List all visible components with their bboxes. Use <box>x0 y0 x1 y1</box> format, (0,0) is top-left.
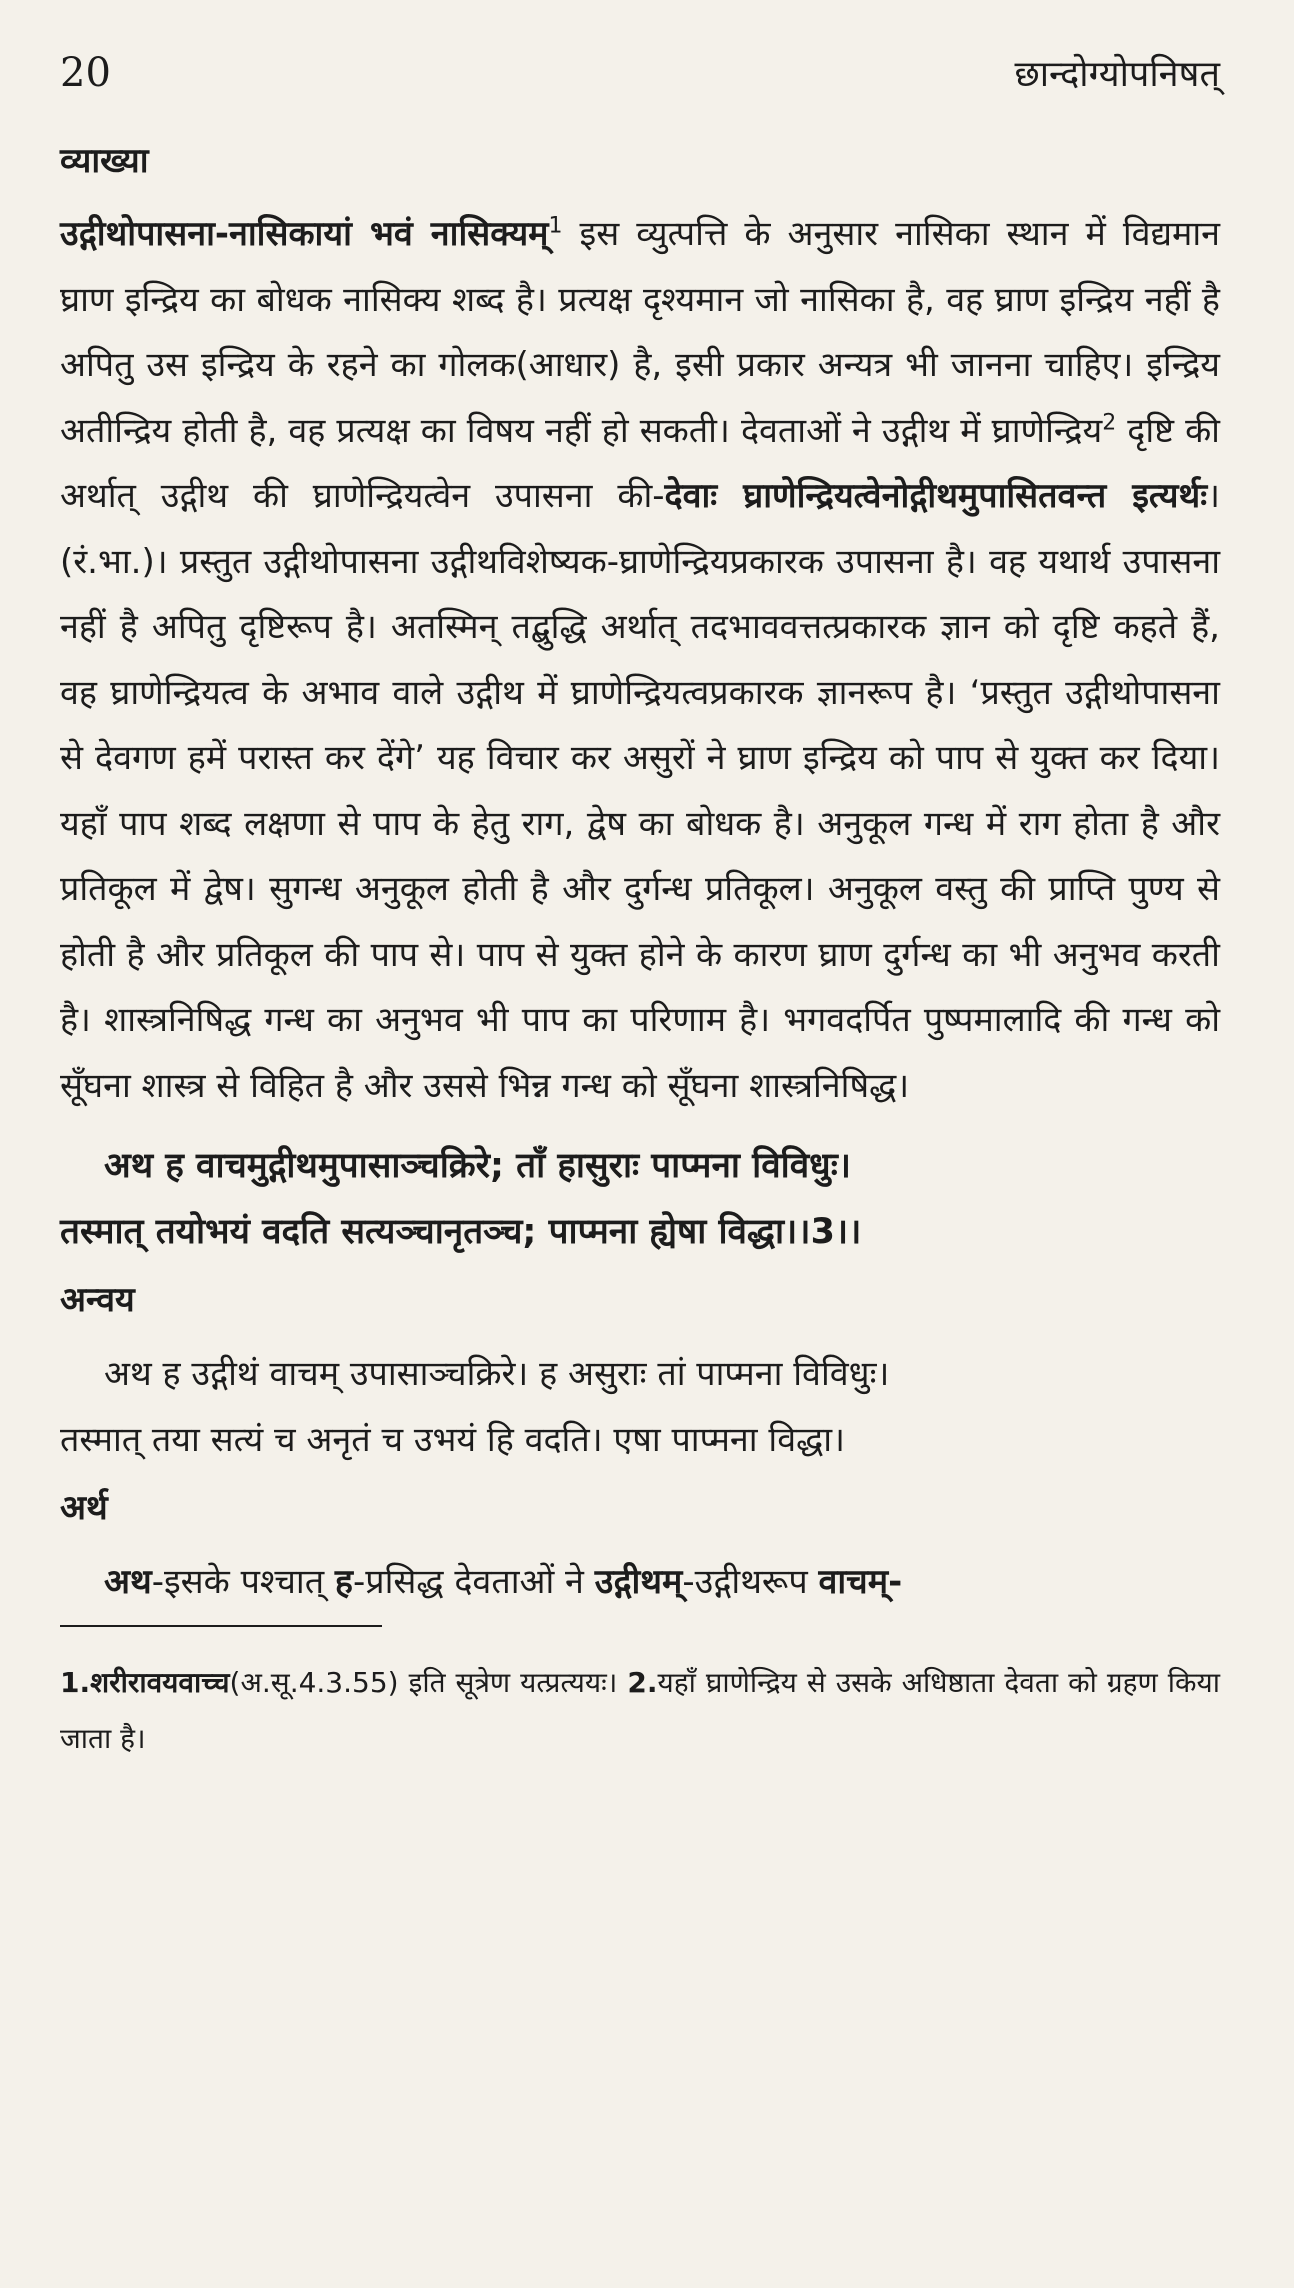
artha-term-2: ह <box>334 1562 353 1602</box>
vyakhya-text-1: इस व्युत्पत्ति के अनुसार नासिका स्थान में विद्यमान घ्राण इन्द्रिय का बोधक नासिक्य शब्द है। प्रत्यक्ष दृश्यमान जो नासिका है, वह घ्राण इन्द्रिय नहीं है अपितु उस इन्द्रिय के रहने का गोलक(आधार) है, इसी प्रकार अन्यत्र भी जानना चाहिए। इन्द्रिय अतीन्द्रिय होती है, वह प्रत्यक्ष का विषय नहीं हो सकती। देवताओं ने उद्गीथ में घ्राणेन्द्रिय <box>60 214 1220 451</box>
artha-gloss-1: -इसके पश्चात् <box>151 1562 335 1602</box>
footnote-ref-2: 2 <box>1102 410 1117 436</box>
footnote-divider <box>60 1625 382 1627</box>
vyakhya-text-2: दृष्टि की अर्थात् उद्गीथ की घ्राणेन्द्रियत्वेन उपासना की- <box>60 410 1220 516</box>
vyakhya-paragraph <box>60 202 1220 1119</box>
vyakhya-bold-term: उद्गीथोपासना-नासिकायां भवं नासिक्यम् <box>60 214 549 254</box>
footnote-1-text: (अ.सू.4.3.55) इति सूत्रेण यत्प्रत्ययः। <box>229 1666 628 1699</box>
footnote-ref-1: 1 <box>548 213 563 239</box>
artha-term-1: अथ <box>104 1562 152 1602</box>
mantra-verse <box>60 1133 1220 1265</box>
vyakhya-heading: व्याख्या <box>60 141 149 181</box>
anvaya-heading: अन्वय <box>60 1280 135 1320</box>
footnote-1-label: 1.शरीरावयवाच्च <box>60 1666 230 1699</box>
page-header <box>60 48 1220 118</box>
anvaya-line-1: अथ ह उद्गीथं वाचम् उपासाञ्चक्रिरे। ह असुराः तां पाप्मना विविधुः। <box>104 1354 890 1394</box>
vyakhya-bold-quote: देवाः घ्राणेन्द्रियत्वेनोद्गीथमुपासितवन्त इत्यर्थः <box>664 476 1208 516</box>
anvaya-line-2: तस्मात् तया सत्यं च अनृतं च उभयं हि वदति। एषा पाप्मना विद्धा। <box>60 1420 845 1460</box>
anvaya-text <box>60 1341 1220 1473</box>
artha-gloss-3: -उद्गीथरूप <box>682 1562 819 1602</box>
verse-line-1: अथ ह वाचमुद्गीथमुपासाञ्चक्रिरे; ताँ हासुराः पाप्मना विविधुः। <box>104 1146 852 1186</box>
artha-term-4: वाचम्- <box>818 1562 903 1602</box>
footnotes <box>60 1655 1220 1767</box>
footnote-2-text: यहाँ घ्राणेन्द्रिय से उसके अधिष्ठाता देवता को ग्रहण किया जाता है। <box>60 1666 1220 1755</box>
footnote-2-label: 2. <box>627 1666 658 1699</box>
artha-term-3: उद्गीथम् <box>594 1562 683 1602</box>
artha-text <box>60 1549 1220 1615</box>
page-number: 20 <box>60 50 111 96</box>
artha-gloss-2: -प्रसिद्ध देवताओं ने <box>352 1562 595 1602</box>
running-title: छान्दोग्योपनिषत् <box>1014 54 1220 95</box>
verse-line-2: तस्मात् तयोभयं वदति सत्यञ्चानृतञ्च; पाप्मना ह्येषा विद्धा।।3।। <box>60 1212 862 1252</box>
vyakhya-text-3: ।(रं.भा.)। प्रस्तुत उद्गीथोपासना उद्गीथविशेष्यक-घ्राणेन्द्रियप्रकारक उपासना है। वह यथार्थ उपासना नहीं है अपितु दृष्टिरूप है। अतस्मिन् तद्बुद्धि अर्थात् तदभाववत्तत्प्रकारक ज्ञान को दृष्टि कहते हैं, वह घ्राणेन्द्रियत्व के अभाव वाले उद्गीथ में घ्राणेन्द्रियत्वप्रकारक ज्ञानरूप है। ‘प्रस्तुत उद्गीथोपासना से देवगण हमें परास्त कर देंगे’ यह विचार कर असुरों ने घ्राण इन्द्रिय को पाप से युक्त कर दिया। यहाँ पाप शब्द लक्षणा से पाप के हेतु राग, द्वेष का बोधक है। अनुकूल गन्ध में राग होता है और प्रतिकूल में द्वेष। सुगन्ध अनुकूल होती है और दुर्गन्ध प्रतिकूल। अनुकूल वस्तु की प्राप्ति पुण्य से होती है और प्रतिकूल की पाप से। पाप से युक्त होने के कारण घ्राण दुर्गन्ध का भी अनुभव करती है। शास्त्रनिषिद्ध गन्ध का अनुभव भी पाप का परिणाम है। भगवदर्पित पुष्पमालादि की गन्ध को सूँघना शास्त्र से विहित है और उससे भिन्न गन्ध को सूँघना शास्त्रनिषिद्ध। <box>60 476 1220 1106</box>
artha-heading: अर्थ <box>60 1488 108 1528</box>
